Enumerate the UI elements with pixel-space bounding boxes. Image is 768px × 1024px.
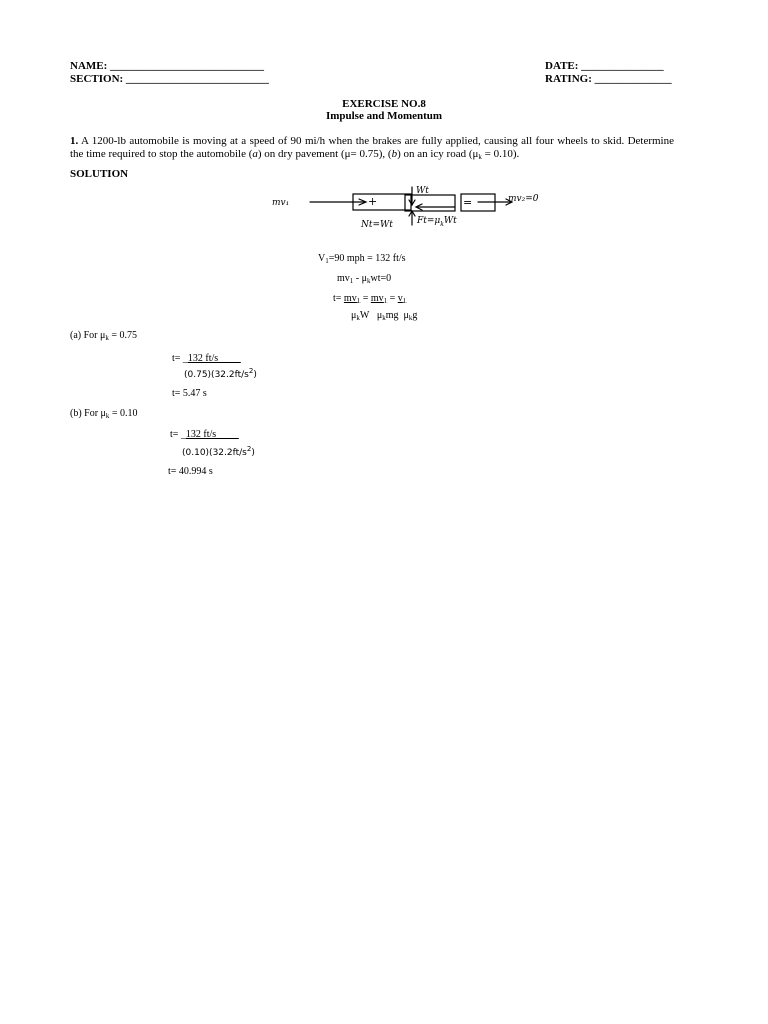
problem-text-4: ) on an icy road ( <box>397 148 473 160</box>
exercise-topic: Impulse and Momentum <box>325 110 443 122</box>
problem-letter-b: b <box>391 148 398 160</box>
exercise-title: EXERCISE NO.8 <box>342 98 426 110</box>
rating-field-label: RATING: ______________ <box>545 73 672 85</box>
part-a-label: (a) For $\mu_k = 0.75$ <box>70 330 137 342</box>
weight-label: Wt <box>416 186 429 196</box>
equation-time-numerators: $t= mv_1 = mv_1 = v_1$ <box>333 293 407 305</box>
section-field-label: SECTION: __________________________ <box>70 73 269 85</box>
right-momentum-label: mv₂=0 <box>508 194 539 204</box>
name-field-label: NAME: ____________________________ <box>70 60 265 72</box>
normal-label: Nt=Wt <box>361 220 393 230</box>
equals-sign: = <box>463 196 473 209</box>
part-b-numerator: t= _132 ft/s ____ <box>170 429 239 440</box>
equation-impulse: $mv_1 - \mu_kwt=0$ <box>337 273 392 285</box>
part-b-result: t= 40.994 s <box>168 466 213 477</box>
friction-label: $Ft=\mu_kWt$ <box>417 216 457 228</box>
problem-text-3: = 0.75), ( <box>350 148 392 160</box>
problem-text-2: ) on dry pavement ( <box>257 148 345 160</box>
problem-text-5: = 0.10). <box>481 148 520 160</box>
solution-label: SOLUTION <box>70 168 129 180</box>
problem-number: 1. <box>70 135 79 147</box>
part-a-numerator: t= _132 ft/s ____ <box>172 353 241 364</box>
left-momentum-label: mv₁ <box>272 198 290 208</box>
equation-time-denominators: $\mu_kW$ $\mu_kmg$ $\mu_kg$ <box>351 310 418 322</box>
date-field-label: DATE: _______________ <box>545 60 664 72</box>
equation-velocity: $V_1=90$ mph = 132 ft/s <box>318 253 406 265</box>
problem-mu-2: μ <box>472 148 479 160</box>
problem-mu-2-sub: k <box>478 153 482 161</box>
plus-sign: + <box>368 195 378 208</box>
problem-text-1: A 1200-lb automobile is moving at a speed of 90 mi/h when the brakes are fully applied, causing all four wheels to skid. Determine the time required to stop the automobile ( <box>70 135 674 160</box>
part-a-denominator: $(0.75)(32.2ft/s^2)$ <box>184 367 257 380</box>
part-b-denominator: $(0.10)(32.2ft/s^2)$ <box>182 445 255 458</box>
problem-mu-1: μ <box>344 148 351 160</box>
part-a-result: t= 5.47 s <box>172 388 207 399</box>
problem-letter-a: a <box>252 148 258 160</box>
part-b-label: (b) For $\mu_k = 0.10$ <box>70 408 138 420</box>
problem-statement <box>70 135 674 164</box>
impulse-momentum-diagram <box>265 185 555 233</box>
